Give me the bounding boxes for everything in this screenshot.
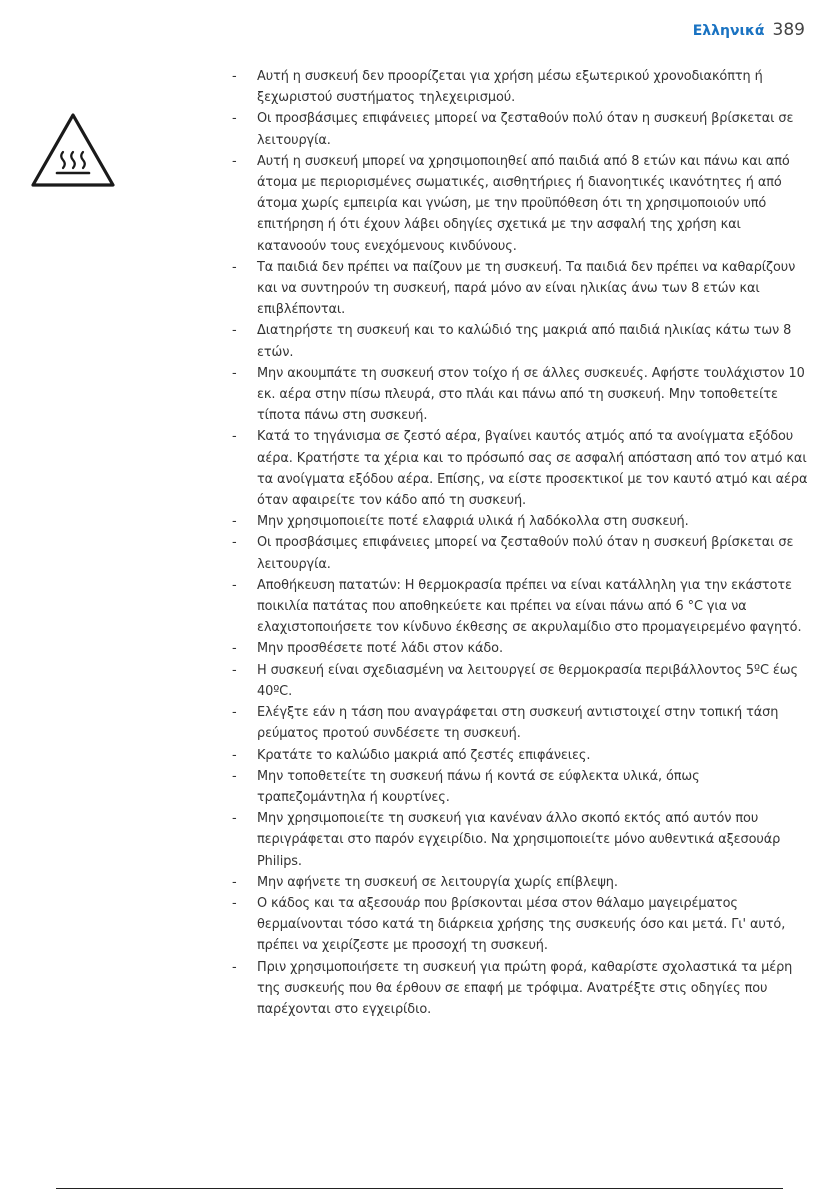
footer-divider — [56, 1188, 783, 1189]
language-label: Ελληνικά — [692, 23, 765, 39]
list-item: - Μην χρησιμοποιείτε ποτέ ελαφριά υλικά ή λαδόκολλα στη συσκευή. — [230, 511, 810, 532]
hot-surface-warning-icon — [30, 112, 116, 188]
list-item: - Μην τοποθετείτε τη συσκευή πάνω ή κοντά σε εύφλεκτα υλικά, όπως τραπεζομάντηλα ή κουρτίνες. — [230, 766, 810, 808]
page-number: 389 — [772, 20, 805, 40]
list-item: - Μην προσθέσετε ποτέ λάδι στον κάδο. — [230, 638, 810, 659]
list-item: - Κρατάτε το καλώδιο μακριά από ζεστές επιφάνειες. — [230, 745, 810, 766]
list-item: - Αυτή η συσκευή μπορεί να χρησιμοποιηθεί από παιδιά από 8 ετών και πάνω και από άτομα με περιορισμένες σωματικές, αισθητήριες ή διανοητικές ικανότητες ή από άτομα χωρίς εμπειρία και γνώση, με την προϋπόθεση ότι τη χρησιμοποιούν υπό επιτήρηση ή ότι έχουν λάβει οδηγίες σχετικά με την ασφαλή της χρήση και κατανοούν τους ενεχόμενους κινδύνους. — [230, 151, 810, 257]
list-item: - Πριν χρησιμοποιήσετε τη συσκευή για πρώτη φορά, καθαρίστε σχολαστικά τα μέρη της συσκευής που θα έρθουν σε επαφή με τρόφιμα. Ανατρέξτε στις οδηγίες που παρέχονται στο εγχειρίδιο. — [230, 957, 810, 1021]
list-item: - Αυτή η συσκευή δεν προορίζεται για χρήση μέσω εξωτερικού χρονοδιακόπτη ή ξεχωριστού συστήματος τηλεχειρισμού. — [230, 66, 810, 108]
page-header — [693, 20, 805, 40]
list-item: - Τα παιδιά δεν πρέπει να παίζουν με τη συσκευή. Τα παιδιά δεν πρέπει να καθαρίζουν και να συντηρούν τη συσκευή, παρά μόνο αν είναι ηλικίας άνω των 8 ετών και επιβλέπονται. — [230, 257, 810, 321]
list-item: - Μην ακουμπάτε τη συσκευή στον τοίχο ή σε άλλες συσκευές. Αφήστε τουλάχιστον 10 εκ. αέρα στην πίσω πλευρά, στο πλάι και πάνω από τη συσκευή. Μην τοποθετείτε τίποτα πάνω στη συσκευή. — [230, 363, 810, 427]
list-item: - Ο κάδος και τα αξεσουάρ που βρίσκονται μέσα στον θάλαμο μαγειρέματος θερμαίνονται τόσο κατά τη διάρκεια χρήσης της συσκευής όσο και μετά. Γι' αυτό, πρέπει να χειρίζεστε με προσοχή τη συσκευή. — [230, 893, 810, 957]
list-item: - Οι προσβάσιμες επιφάνειες μπορεί να ζεσταθούν πολύ όταν η συσκευή βρίσκεται σε λειτουργία. — [230, 108, 810, 150]
list-item: - Οι προσβάσιμες επιφάνειες μπορεί να ζεσταθούν πολύ όταν η συσκευή βρίσκεται σε λειτουργία. — [230, 532, 810, 574]
list-item: - Μην αφήνετε τη συσκευή σε λειτουργία χωρίς επίβλεψη. — [230, 872, 810, 893]
list-item: - Διατηρήστε τη συσκευή και το καλώδιό της μακριά από παιδιά ηλικίας κάτω των 8 ετών. — [230, 320, 810, 362]
safety-instructions-list — [230, 66, 810, 1020]
list-item: - Η συσκευή είναι σχεδιασμένη να λειτουργεί σε θερμοκρασία περιβάλλοντος 5ºC έως 40ºC. — [230, 660, 810, 702]
list-item: - Κατά το τηγάνισμα σε ζεστό αέρα, βγαίνει καυτός ατμός από τα ανοίγματα εξόδου αέρα. Κρατήστε τα χέρια και το πρόσωπό σας σε ασφαλή απόσταση από τον ατμό και τα ανοίγματα εξόδου αέρα. Επίσης, να είστε προσεκτικοί με τον καυτό ατμό και αέρα όταν αφαιρείτε τον κάδο από τη συσκευή. — [230, 426, 810, 511]
list-item: - Αποθήκευση πατατών: Η θερμοκρασία πρέπει να είναι κατάλληλη για την εκάστοτε ποικιλία πατάτας που αποθηκεύετε και πρέπει να είναι πάνω από 6 °C για να ελαχιστοποιήσετε τον κίνδυνο έκθεσης σε ακρυλαμίδιο στο προμαγειρεμένο φαγητό. — [230, 575, 810, 639]
list-item: - Μην χρησιμοποιείτε τη συσκευή για κανέναν άλλο σκοπό εκτός από αυτόν που περιγράφεται στο παρόν εγχειρίδιο. Να χρησιμοποιείτε μόνο αυθεντικά αξεσουάρ Philips. — [230, 808, 810, 872]
list-item: - Ελέγξτε εάν η τάση που αναγράφεται στη συσκευή αντιστοιχεί στην τοπική τάση ρεύματος προτού συνδέσετε τη συσκευή. — [230, 702, 810, 744]
